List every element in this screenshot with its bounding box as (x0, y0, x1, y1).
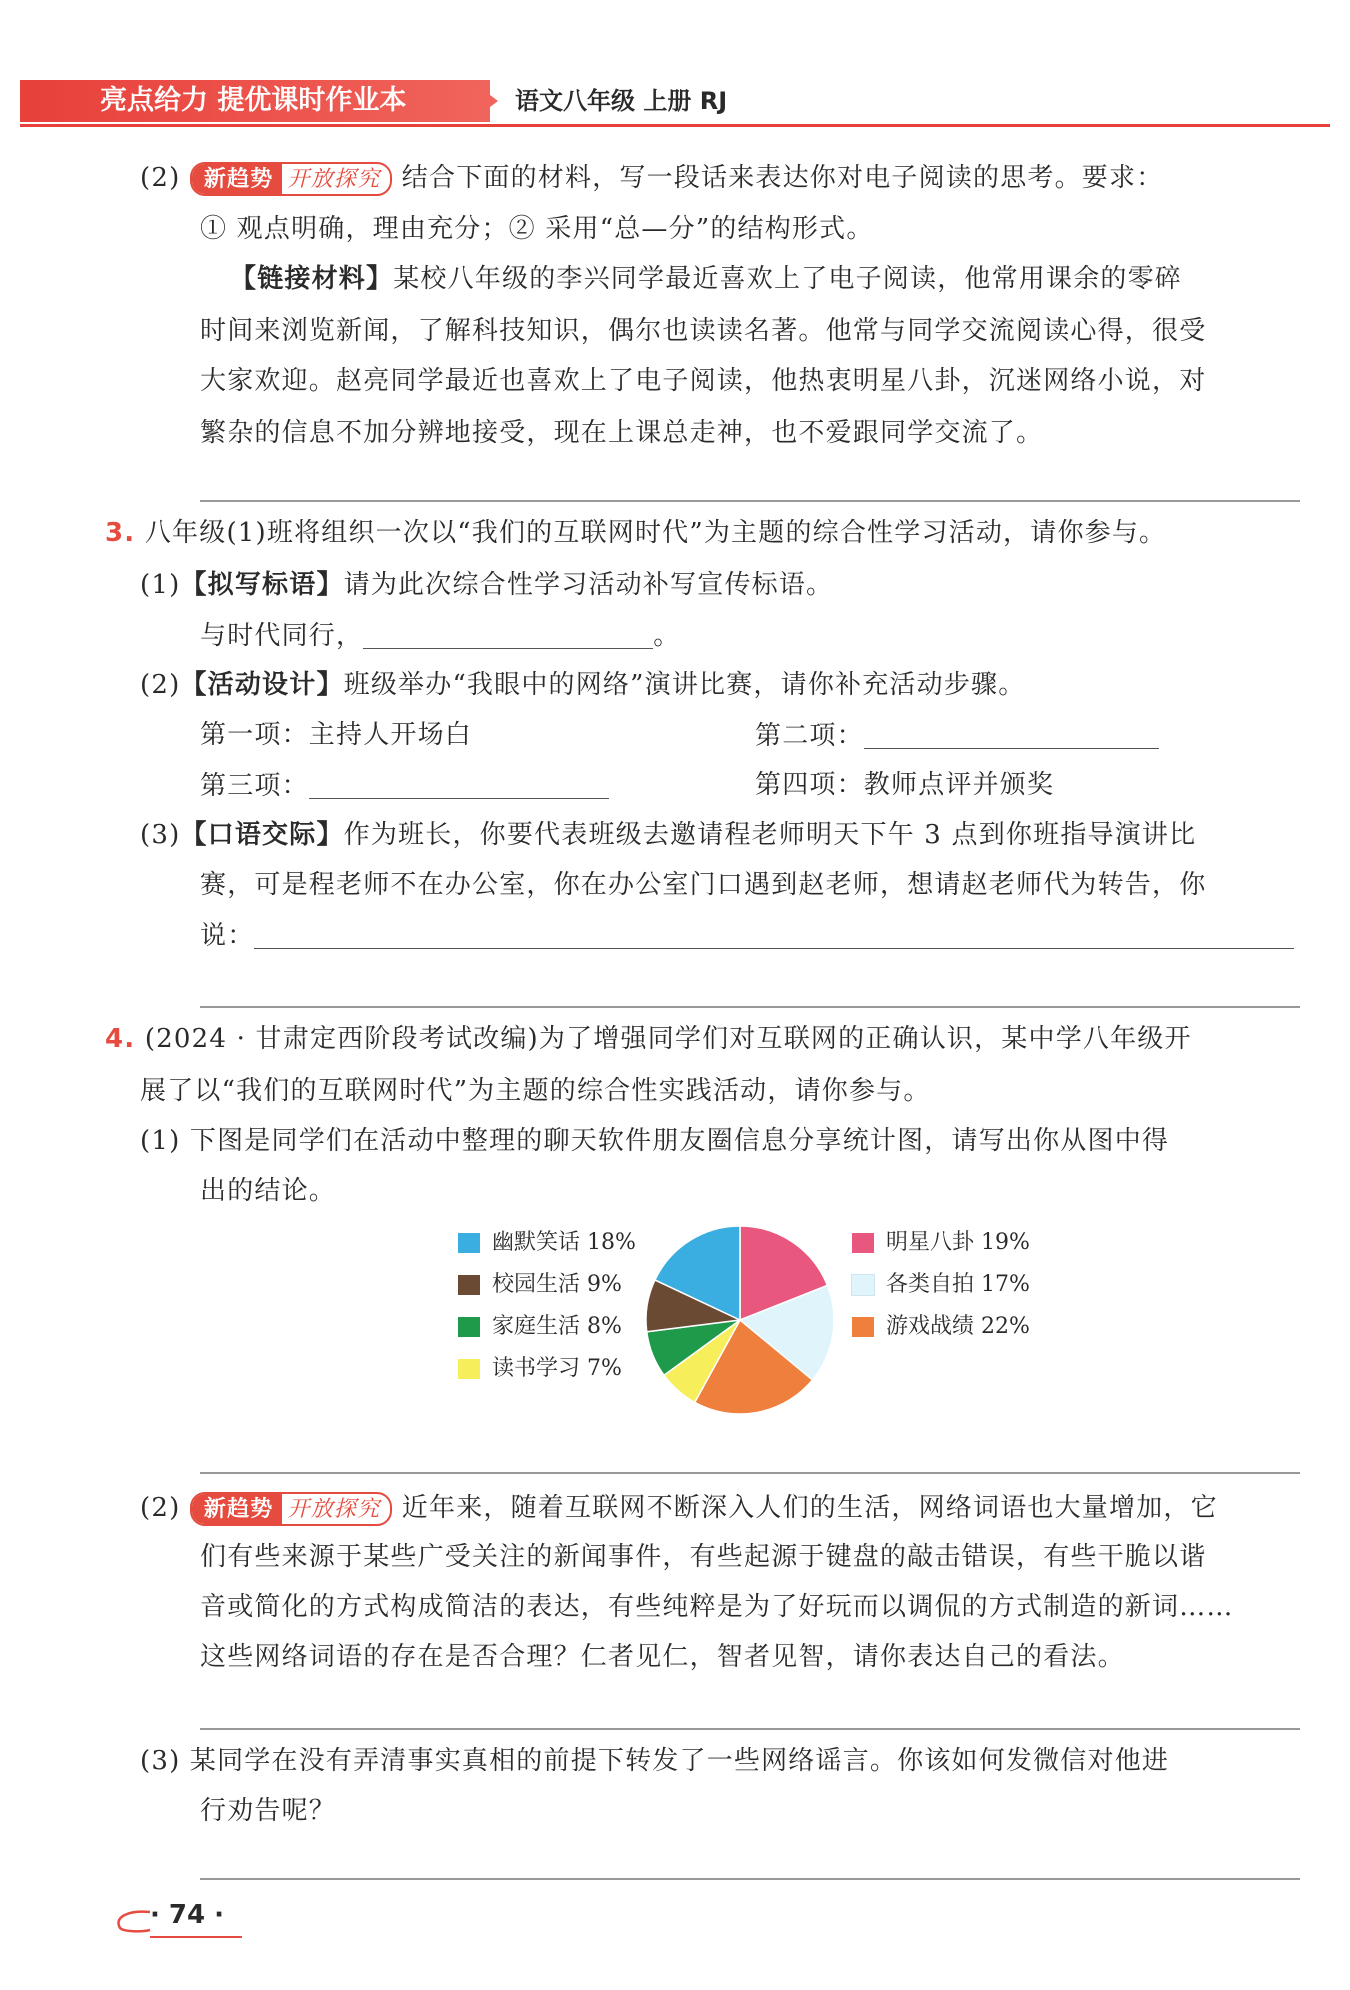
step3: 第三项： (200, 771, 309, 801)
book-series-title: 亮点给力 提优课时作业本 (100, 85, 407, 116)
q3-3-text1: 作为班长，你要代表班级去邀请程老师明天下午 3 点到你班指导演讲比 (343, 820, 1197, 850)
q3-3-line3 (200, 921, 1294, 951)
q4-2-line3: 音或简化的方式构成简洁的表达，有些纯粹是为了好玩而以调侃的方式制造的新词…… (200, 1592, 1234, 1622)
q3-3-tag: 【口语交际】 (180, 820, 344, 850)
legend-label: 家庭生活 8% (492, 1314, 622, 1339)
legend-swatch (852, 1233, 874, 1253)
link-line3: 大家欢迎。赵亮同学最近也喜欢上了电子阅读，他热衷明星八卦，沉迷网络小说，对 (200, 366, 1207, 396)
q4-3-line1 (140, 1748, 1169, 1774)
step3-line (200, 771, 609, 801)
legend-label: 校园生活 9% (492, 1272, 622, 1297)
q4-2-line1 (140, 1492, 1218, 1523)
q3-2-tag: 【活动设计】 (180, 670, 344, 700)
q4-3-text1: 某同学在没有弄清事实真相的前提下转发了一些网络谣言。你该如何发微信对他进 (189, 1746, 1170, 1776)
link-line4: 繁杂的信息不加分辨地接受，现在上课总走神，也不爱跟同学交流了。 (200, 418, 1044, 448)
q3-1-label: (1) (140, 570, 181, 600)
page-number: · 74 · (150, 1900, 225, 1930)
legend-item (458, 1273, 622, 1297)
step2-blank[interactable] (864, 722, 1159, 749)
legend-swatch (458, 1317, 480, 1337)
link-material-tag: 【链接材料】 (230, 264, 394, 294)
trend-badge-a: 新趋势 (192, 1494, 282, 1524)
legend-swatch (458, 1275, 480, 1295)
q3-2-text: 班级举办“我眼中的网络”演讲比赛，请你补充活动步骤。 (343, 670, 1026, 700)
q4-number: 4. (105, 1024, 136, 1054)
legend-item (458, 1315, 622, 1339)
q4-1-line1 (140, 1128, 1169, 1154)
legend-swatch (458, 1359, 480, 1379)
footer-rule (150, 1936, 242, 1938)
legend-swatch (852, 1317, 874, 1337)
q3-2 (140, 672, 1025, 698)
q2-2-line1 (140, 162, 1164, 193)
q3-1 (140, 572, 833, 598)
q3-1-slogan: 与时代同行， (200, 621, 364, 651)
trend-badge (190, 162, 392, 196)
q3-3-line2: 赛，可是程老师不在办公室，你在办公室门口遇到赵老师，想请赵老师代为转告，你 (200, 870, 1207, 900)
q4-2-line4: 这些网络词语的存在是否合理？仁者见仁，智者见智，请你表达自己的看法。 (200, 1642, 1125, 1672)
step2: 第二项： (755, 721, 864, 751)
q3-3-say: 说： (200, 921, 255, 951)
q4-3-label: (3) (140, 1746, 181, 1776)
trend-badge-b: 开放探究 (287, 1497, 381, 1522)
step3-blank[interactable] (309, 772, 609, 799)
legend-item (458, 1357, 622, 1381)
answer-rule (200, 500, 1300, 502)
link-line2: 时间来浏览新闻，了解科技知识，偶尔也读读名著。他常与同学交流阅读心得，很受 (200, 316, 1207, 346)
q4-line2: 展了以“我们的互联网时代”为主题的综合性实践活动，请你参与。 (140, 1076, 931, 1106)
legend-label: 游戏战绩 22% (886, 1314, 1030, 1339)
q4-1-label: (1) (140, 1126, 181, 1156)
q3-number: 3. (105, 518, 136, 548)
footer-swoosh-icon (112, 1908, 152, 1934)
q3-3-label: (3) (140, 820, 181, 850)
q4-2-text1: 近年来，随着互联网不断深入人们的生活，网络词语也大量增加，它 (401, 1493, 1218, 1523)
link-line1 (230, 266, 1182, 292)
q2-2-label: (2) (140, 163, 181, 193)
link-text1: 某校八年级的李兴同学最近喜欢上了电子阅读，他常用课余的零碎 (393, 264, 1183, 294)
step2-line (755, 721, 1159, 751)
answer-rule (200, 1006, 1300, 1008)
trend-badge (190, 1492, 392, 1526)
q3-3-line1 (140, 822, 1196, 848)
q3-1-tag: 【拟写标语】 (180, 570, 344, 600)
q2-2-line2: ① 观点明确，理由充分；② 采用“总—分”的结构形式。 (200, 214, 874, 244)
q3-1-end: 。 (653, 621, 681, 651)
q4-1-line2: 出的结论。 (200, 1176, 337, 1206)
legend-label: 幽默笑话 18% (492, 1230, 636, 1255)
slogan-blank[interactable] (363, 622, 653, 649)
q4-2-label: (2) (140, 1493, 181, 1523)
q3-intro (105, 520, 1166, 546)
q3-2-label: (2) (140, 670, 181, 700)
legend-label: 各类自拍 17% (886, 1272, 1030, 1297)
header-band-tip (470, 80, 498, 122)
legend-item (852, 1315, 1030, 1339)
q3-intro-text: 八年级(1)班将组织一次以“我们的互联网时代”为主题的综合性学习活动，请你参与。 (144, 518, 1167, 548)
q2-2-text1: 结合下面的材料，写一段话来表达你对电子阅读的思考。要求： (401, 163, 1164, 193)
q4-3-line2: 行劝告呢？ (200, 1796, 337, 1826)
q4-2-line2: 们有些来源于某些广受关注的新闻事件，有些起源于键盘的敲击错误，有些干脆以谐 (200, 1542, 1207, 1572)
book-subject: 语文八年级 上册 RJ (515, 87, 728, 115)
answer-rule (200, 1878, 1300, 1880)
trend-badge-a: 新趋势 (192, 164, 282, 194)
say-blank[interactable] (254, 922, 1294, 949)
step4: 第四项：教师点评并颁奖 (755, 770, 1055, 800)
legend-swatch (458, 1233, 480, 1253)
legend-item (458, 1231, 636, 1255)
q4-1-text1: 下图是同学们在活动中整理的聊天软件朋友圈信息分享统计图，请写出你从图中得 (189, 1126, 1170, 1156)
legend-item (852, 1273, 1030, 1297)
legend-label: 明星八卦 19% (886, 1230, 1030, 1255)
legend-label: 读书学习 7% (492, 1356, 622, 1381)
step1: 第一项：主持人开场白 (200, 720, 473, 750)
q3-1-slogan-line (200, 621, 681, 651)
trend-badge-b: 开放探究 (287, 167, 381, 192)
answer-rule (200, 1472, 1300, 1474)
q4-text1: (2024 · 甘肃定西阶段考试改编)为了增强同学们对互联网的正确认识，某中学八年级开 (144, 1024, 1192, 1054)
q4-line1 (105, 1026, 1192, 1052)
answer-rule (200, 1728, 1300, 1730)
pie-chart (640, 1220, 840, 1420)
q3-1-text: 请为此次综合性学习活动补写宣传标语。 (343, 570, 834, 600)
legend-swatch (852, 1275, 874, 1295)
header-rule (20, 124, 1330, 127)
legend-item (852, 1231, 1030, 1255)
